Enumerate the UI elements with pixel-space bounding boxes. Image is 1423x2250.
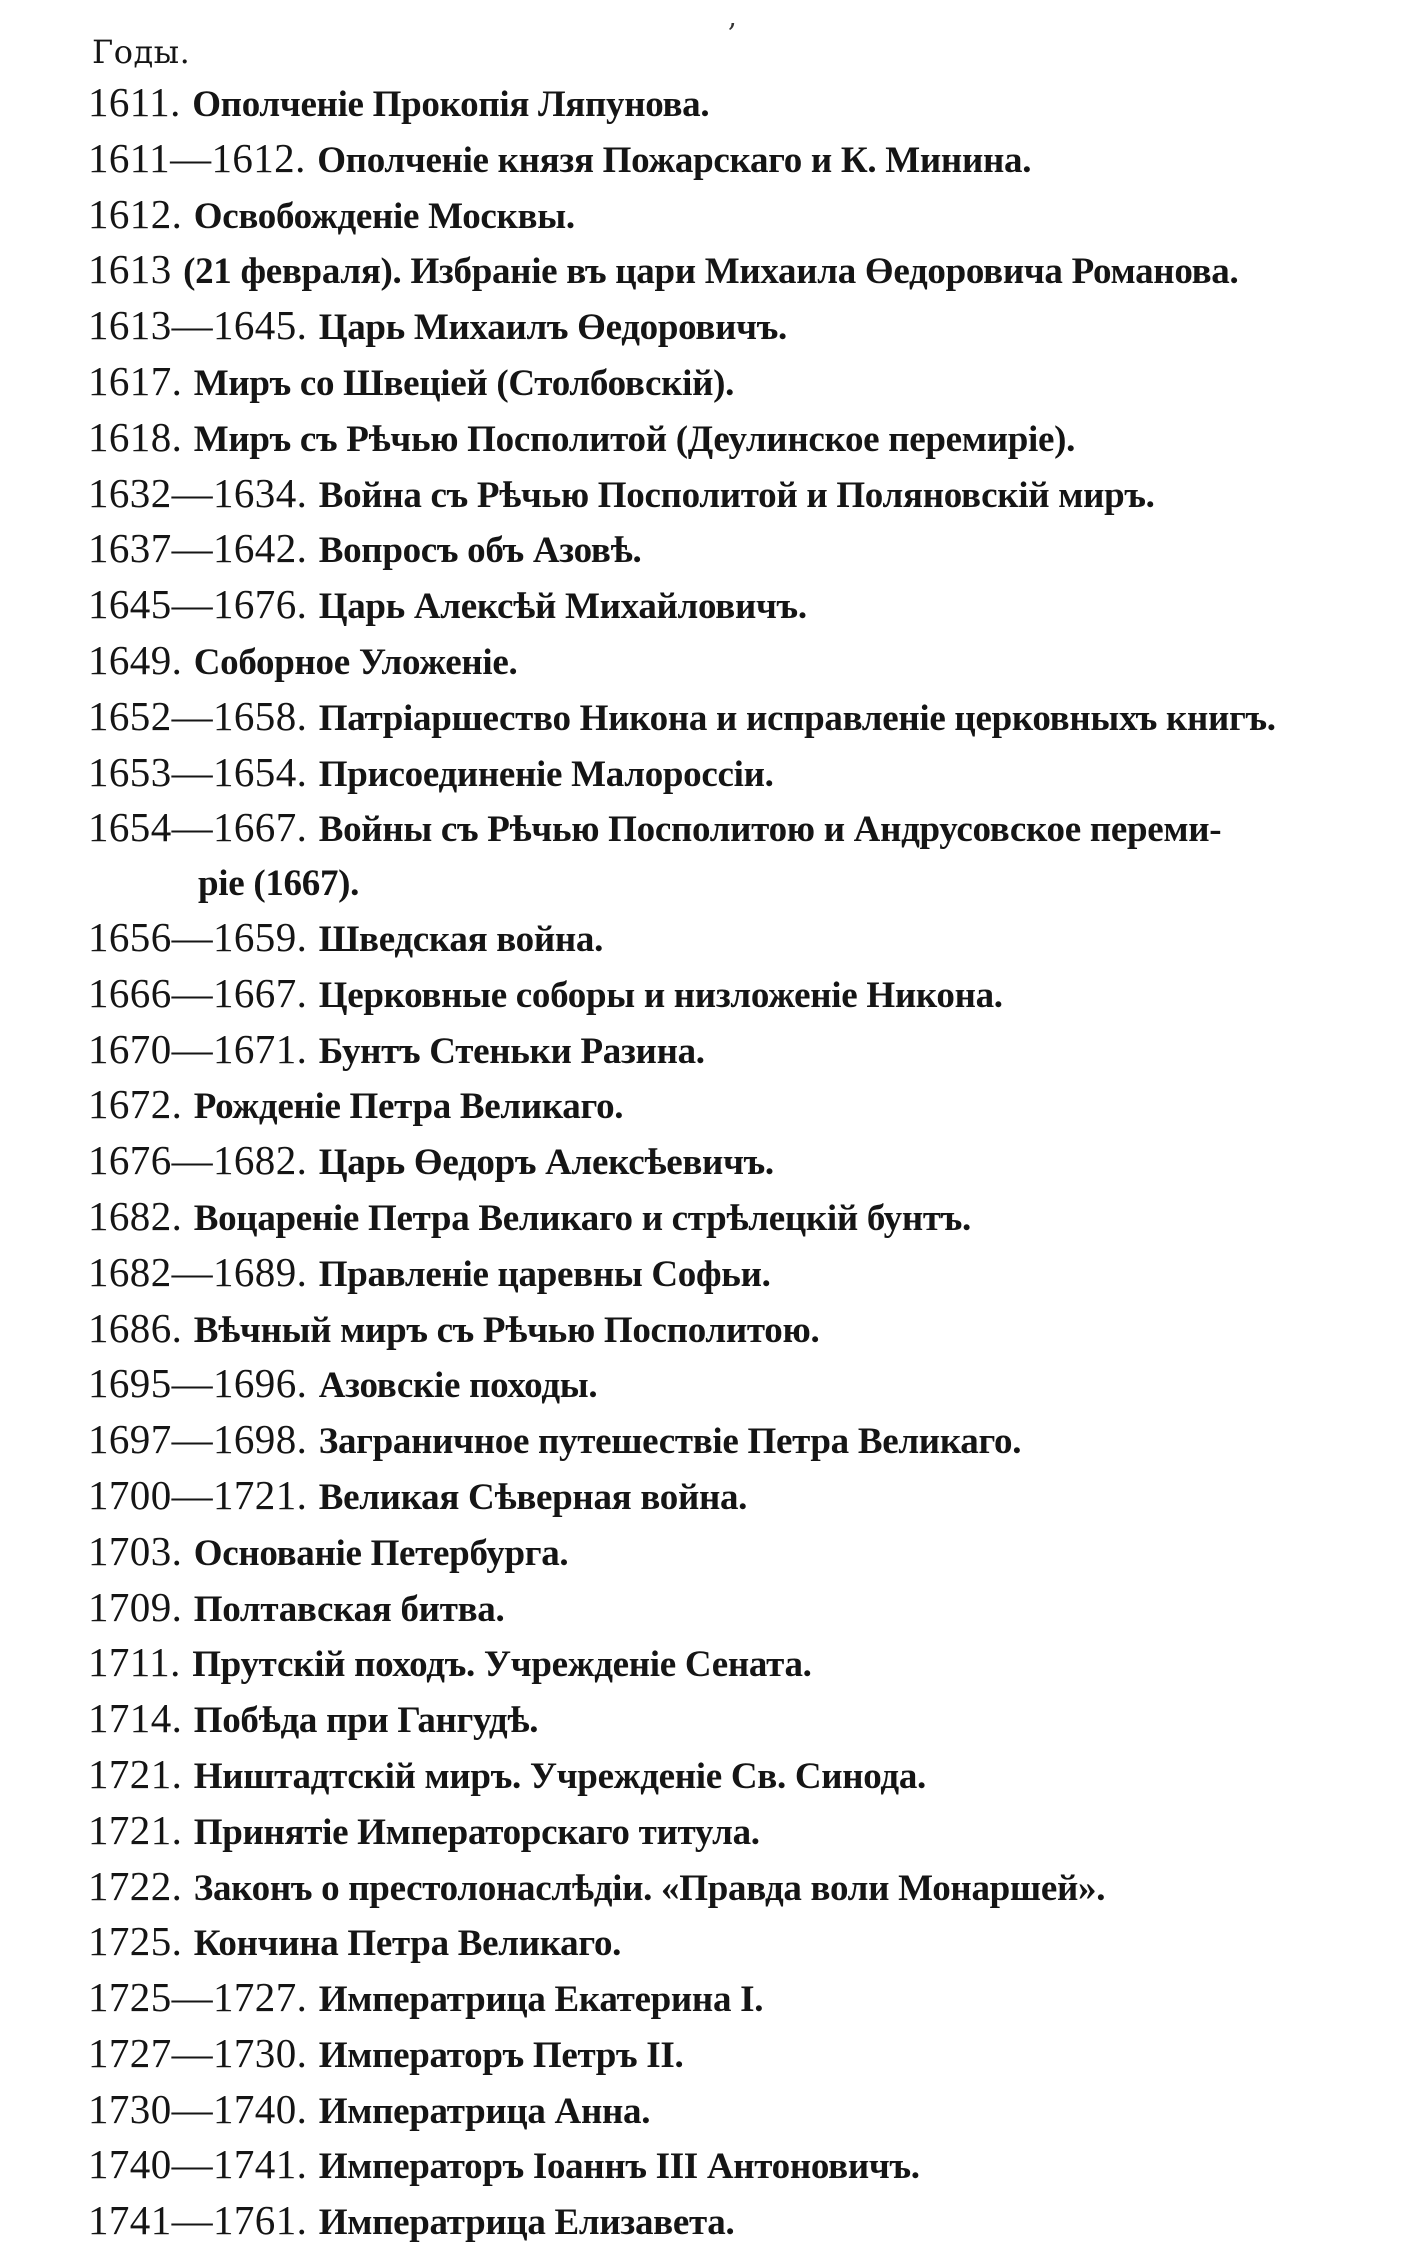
entry-year: 1709.: [88, 1583, 183, 1630]
chronology-entry: [88, 1413, 1388, 1469]
ink-mark: ,: [728, 0, 737, 33]
chronology-entry: [88, 801, 1388, 857]
entry-text: Ништадтскій миръ. Учрежденіе Св. Синода.: [193, 1755, 927, 1797]
entry-year: 1740—1741.: [88, 2141, 308, 2188]
entry-text: Императрица Екатерина I.: [318, 1979, 764, 2021]
entry-text: Кончина Петра Великаго.: [193, 1923, 622, 1965]
entry-year: 1697—1698.: [88, 1416, 308, 1463]
chronology-entry: [88, 243, 1388, 299]
entry-text: Бунтъ Стеньки Разина.: [318, 1030, 705, 1072]
entry-text: Вѣчный миръ съ Рѣчью Посполитою.: [193, 1309, 820, 1351]
entry-text: Побѣда при Гангудѣ.: [193, 1700, 539, 1742]
chronology-entry: [88, 1581, 1388, 1637]
chronology-entry: [88, 1302, 1388, 1358]
chronology-entry: [88, 1860, 1388, 1916]
entry-text: Вопросъ объ Азовѣ.: [318, 530, 642, 572]
entry-year: 1714.: [88, 1695, 183, 1742]
entry-text: Ополченіе Прокопія Ляпунова.: [192, 84, 710, 125]
entry-year: 1611—1612.: [88, 134, 306, 181]
entry-year: 1632—1634.: [88, 469, 308, 516]
entry-year: 1656—1659.: [88, 913, 308, 960]
entry-year: 1741—1761.: [88, 2197, 308, 2244]
chronology-entry: [88, 188, 1388, 244]
entry-year: 1666—1667.: [88, 969, 308, 1016]
chronology-entry: [88, 355, 1388, 411]
entry-text: Война съ Рѣчью Посполитой и Поляновскій миръ.: [318, 474, 1155, 516]
entry-text: Войны съ Рѣчью Посполитою и Андрусовское переми-: [318, 809, 1222, 851]
entry-text: Принятіе Императорскаго титула.: [193, 1811, 760, 1853]
entry-text: Правленіе царевны Софьи.: [318, 1253, 771, 1295]
entry-text: Миръ съ Рѣчью Посполитой (Деулинское перемиріе).: [193, 418, 1076, 460]
chronology-entry: [88, 1190, 1388, 1246]
entry-year: 1676—1682.: [88, 1137, 308, 1184]
chronology-entry: [88, 1748, 1388, 1804]
entry-text: Царь Михаилъ Өедоровичъ.: [318, 307, 787, 349]
chronology-entry: [88, 132, 1388, 188]
entry-text: Прутскій походъ. Учрежденіе Сената.: [192, 1644, 812, 1686]
entry-text: Соборное Уложеніе.: [193, 641, 518, 683]
entry-year: 1654—1667.: [88, 804, 308, 851]
chronology-entry: [88, 746, 1388, 802]
entry-text: ріе (1667).: [198, 863, 360, 905]
entry-text: Царь Алексѣй Михайловичъ.: [318, 586, 807, 628]
entry-text: Заграничное путешествіе Петра Великаго.: [318, 1421, 1022, 1463]
entry-year: 1700—1721.: [88, 1471, 308, 1518]
entry-text: Великая Сѣверная война.: [318, 1476, 748, 1518]
chronology-entry: [88, 911, 1388, 967]
entry-text: Ополченіе князя Пожарскаго и К. Минина.: [317, 139, 1032, 181]
entry-text: Основаніе Петербурга.: [193, 1532, 569, 1574]
entry-year: 1727—1730.: [88, 2029, 308, 2076]
entry-text: Азовскіе походы.: [318, 1365, 598, 1407]
chronology-entry: [88, 1692, 1388, 1748]
chronology-entry-continuation: [88, 857, 1388, 911]
entry-text: Воцареніе Петра Великаго и стрѣлецкій бунтъ.: [193, 1197, 971, 1239]
entry-year: 1725.: [88, 1918, 183, 1965]
entry-text: Церковные соборы и низложеніе Никона.: [318, 974, 1003, 1016]
chronology-entry: [88, 1525, 1388, 1581]
entry-year: 1730—1740.: [88, 2085, 308, 2132]
chronology-entry: [88, 2194, 1388, 2250]
chronology-entry: [88, 690, 1388, 746]
entry-year: 1721.: [88, 1750, 183, 1797]
entry-year: 1722.: [88, 1862, 183, 1909]
chronology-entry: [88, 1357, 1388, 1413]
chronology-entry: [88, 76, 1388, 132]
entry-text: Законъ о престолонаслѣдіи. «Правда воли Монаршей».: [193, 1867, 1106, 1909]
entry-year: 1682—1689.: [88, 1248, 308, 1295]
entry-text: Императоръ Іоаннъ III Антоновичъ.: [318, 2146, 920, 2188]
entry-text: Миръ со Швеціей (Столбовскій).: [193, 362, 735, 404]
chronology-entry: [88, 578, 1388, 634]
chronology-entry: [88, 2027, 1388, 2083]
entry-year: 1703.: [88, 1527, 183, 1574]
chronology-entry: [88, 1469, 1388, 1525]
entry-year: 1670—1671.: [88, 1025, 308, 1072]
entry-year: 1725—1727.: [88, 1974, 308, 2021]
entry-year: 1645—1676.: [88, 581, 308, 628]
entry-year: 1613—1645.: [88, 302, 308, 349]
entry-year: 1611.: [88, 79, 181, 125]
chronology-entry: [88, 2138, 1388, 2194]
chronology-entry: [88, 299, 1388, 355]
chronology-entry: [88, 2083, 1388, 2139]
entry-text: Императрица Анна.: [318, 2090, 651, 2132]
chronology-entry: [88, 1078, 1388, 1134]
entry-year: 1721.: [88, 1806, 183, 1853]
entry-text: Императоръ Петръ II.: [318, 2034, 684, 2076]
chronology-entry: [88, 1636, 1388, 1692]
entry-text: Полтавская битва.: [193, 1588, 505, 1630]
chronology-entry: [88, 1915, 1388, 1971]
chronology-entry: [88, 467, 1388, 523]
entry-year: 1686.: [88, 1304, 183, 1351]
entry-year: 1652—1658.: [88, 692, 308, 739]
entry-year: 1637—1642.: [88, 525, 308, 572]
entry-text: Царь Өедоръ Алексѣевичъ.: [318, 1142, 774, 1184]
entry-text: Шведская война.: [318, 918, 604, 960]
entry-text: Освобожденіе Москвы.: [193, 195, 575, 237]
chronology-entry: [88, 1134, 1388, 1190]
entry-text: Императрица Елизавета.: [318, 2202, 735, 2244]
entry-year: 1618.: [88, 413, 183, 460]
column-header: Годы.: [92, 33, 191, 71]
chronology-entry: [88, 634, 1388, 690]
entry-text: Присоединеніе Малороссіи.: [318, 753, 774, 795]
entry-year: 1682.: [88, 1192, 183, 1239]
entry-text: (21 февраля). Избраніе въ цари Михаила Өедоровича Романова.: [183, 251, 1239, 293]
chronology-entry: [88, 522, 1388, 578]
chronology-entry: [88, 1971, 1388, 2027]
entry-text: Рожденіе Петра Великаго.: [193, 1086, 624, 1128]
chronology-entry: [88, 967, 1388, 1023]
entry-year: 1711.: [88, 1639, 181, 1686]
chronology-entry: [88, 1804, 1388, 1860]
entry-year: 1613: [88, 246, 172, 293]
chronology-entry: [88, 1246, 1388, 1302]
entry-year: 1649.: [88, 636, 183, 683]
entry-text: Патріаршество Никона и исправленіе церковныхъ книгъ.: [318, 697, 1276, 739]
chronology-entry: [88, 411, 1388, 467]
entry-year: 1672.: [88, 1081, 183, 1128]
chronology-list: [88, 76, 1388, 2250]
entry-year: 1612.: [88, 190, 183, 237]
entry-year: 1617.: [88, 357, 183, 404]
chronology-entry: [88, 1023, 1388, 1079]
entry-year: 1653—1654.: [88, 748, 308, 795]
entry-year: 1695—1696.: [88, 1360, 308, 1407]
